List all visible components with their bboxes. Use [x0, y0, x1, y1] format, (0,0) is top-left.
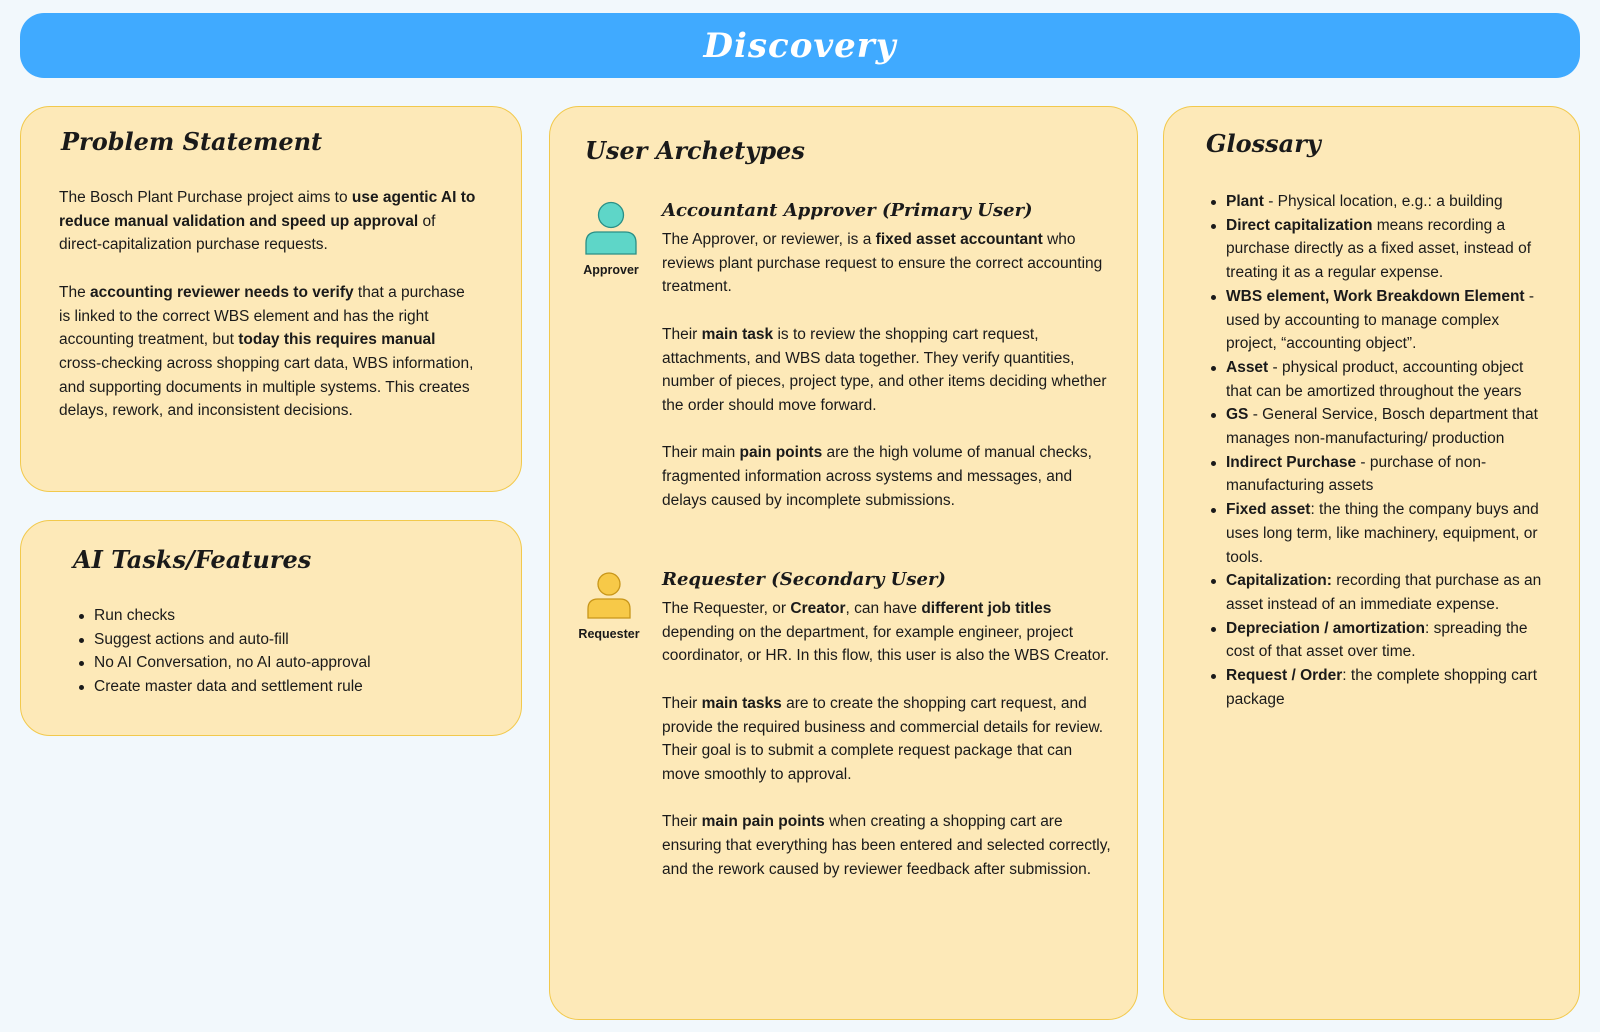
- archetype-paragraph: Their main pain points are the high volume of manual checks, fragmented information across systems and messages, and delays caused by incomplete submissions.: [662, 444, 1092, 509]
- problem-statement-card: [20, 106, 522, 492]
- requester-heading: Requester (Secondary User): [662, 569, 946, 590]
- glossary-item: Capitalization: recording that purchase as an asset instead of an immediate expense.: [1209, 569, 1545, 616]
- problem-paragraph-2: The accounting reviewer needs to verify that a purchase is linked to the correct WBS element and has the right accounting treatment, but today this requires manual cross-checking across shopping cart data, WBS information, and supporting documents in multiple systems. This creates delays, rework, and inconsistent decisions.: [59, 283, 474, 420]
- glossary-item: Direct capitalization means recording a purchase directly as a fixed asset, instead of treating it as a regular expense.: [1209, 214, 1545, 285]
- glossary-item: Depreciation / amortization: spreading the cost of that asset over time.: [1209, 617, 1545, 664]
- approver-caption: Approver: [583, 263, 639, 277]
- glossary-item: Indirect Purchase - purchase of non-manufacturing assets: [1209, 451, 1545, 498]
- list-item: Create master data and settlement rule: [77, 675, 497, 699]
- glossary-list: [1209, 190, 1545, 711]
- archetype-paragraph: The Requester, or Creator, can have different job titles depending on the department, for example engineer, project coordinator, or HR. In this flow, this user is also the WBS Creator.: [662, 600, 1110, 665]
- glossary-title: Glossary: [1206, 129, 1321, 158]
- glossary-card: [1163, 106, 1580, 1020]
- user-archetypes-title: User Archetypes: [585, 136, 805, 165]
- approver-heading: Accountant Approver (Primary User): [662, 200, 1033, 221]
- approver-avatar: [571, 201, 651, 277]
- approver-body: [662, 228, 1112, 512]
- problem-paragraph-1: The Bosch Plant Purchase project aims to use agentic AI to reduce manual validation and speed up approval of direct-capitalization purchase requests.: [59, 189, 476, 254]
- archetype-paragraph: Their main tasks are to create the shopping cart request, and provide the required business and commercial details for review. Their goal is to submit a complete request package that can move smoothly to approval.: [662, 694, 1104, 783]
- list-item: Suggest actions and auto-fill: [77, 628, 497, 652]
- glossary-item: Request / Order: the complete shopping cart package: [1209, 664, 1545, 711]
- glossary-item: GS - General Service, Bosch department that manages non-manufacturing/ production: [1209, 403, 1545, 450]
- page-title: Discovery: [703, 25, 897, 66]
- requester-avatar: [569, 572, 649, 641]
- user-archetypes-card: [549, 106, 1138, 1020]
- archetype-paragraph: Their main task is to review the shopping cart request, attachments, and WBS data together. They verify quantities, number of pieces, project type, and other items deciding whether the order should move forward.: [662, 325, 1107, 414]
- glossary-item: Plant - Physical location, e.g.: a building: [1209, 190, 1545, 214]
- glossary-item: WBS element, Work Breakdown Element - used by accounting to manage complex project, “accounting object”.: [1209, 285, 1545, 356]
- archetype-paragraph: The Approver, or reviewer, is a fixed asset accountant who reviews plant purchase request to ensure the correct accounting treatment.: [662, 231, 1103, 296]
- problem-statement-body: [59, 186, 479, 423]
- ai-tasks-list: [77, 604, 497, 699]
- requester-caption: Requester: [578, 627, 640, 641]
- discovery-banner: [20, 13, 1580, 78]
- ai-tasks-card: [20, 520, 522, 736]
- requester-person-icon: [584, 572, 634, 620]
- ai-tasks-title: AI Tasks/Features: [73, 545, 312, 574]
- list-item: No AI Conversation, no AI auto-approval: [77, 651, 497, 675]
- approver-person-icon: [583, 201, 639, 256]
- glossary-item: Asset - physical product, accounting object that can be amortized throughout the years: [1209, 356, 1545, 403]
- requester-body: [662, 597, 1112, 881]
- archetype-paragraph: Their main pain points when creating a shopping cart are ensuring that everything has been entered and selected correctly, and the rework caused by reviewer feedback after submission.: [662, 813, 1111, 878]
- list-item: Run checks: [77, 604, 497, 628]
- problem-statement-title: Problem Statement: [61, 127, 323, 156]
- glossary-item: Fixed asset: the thing the company buys and uses long term, like machinery, equipment, or tools.: [1209, 498, 1545, 569]
